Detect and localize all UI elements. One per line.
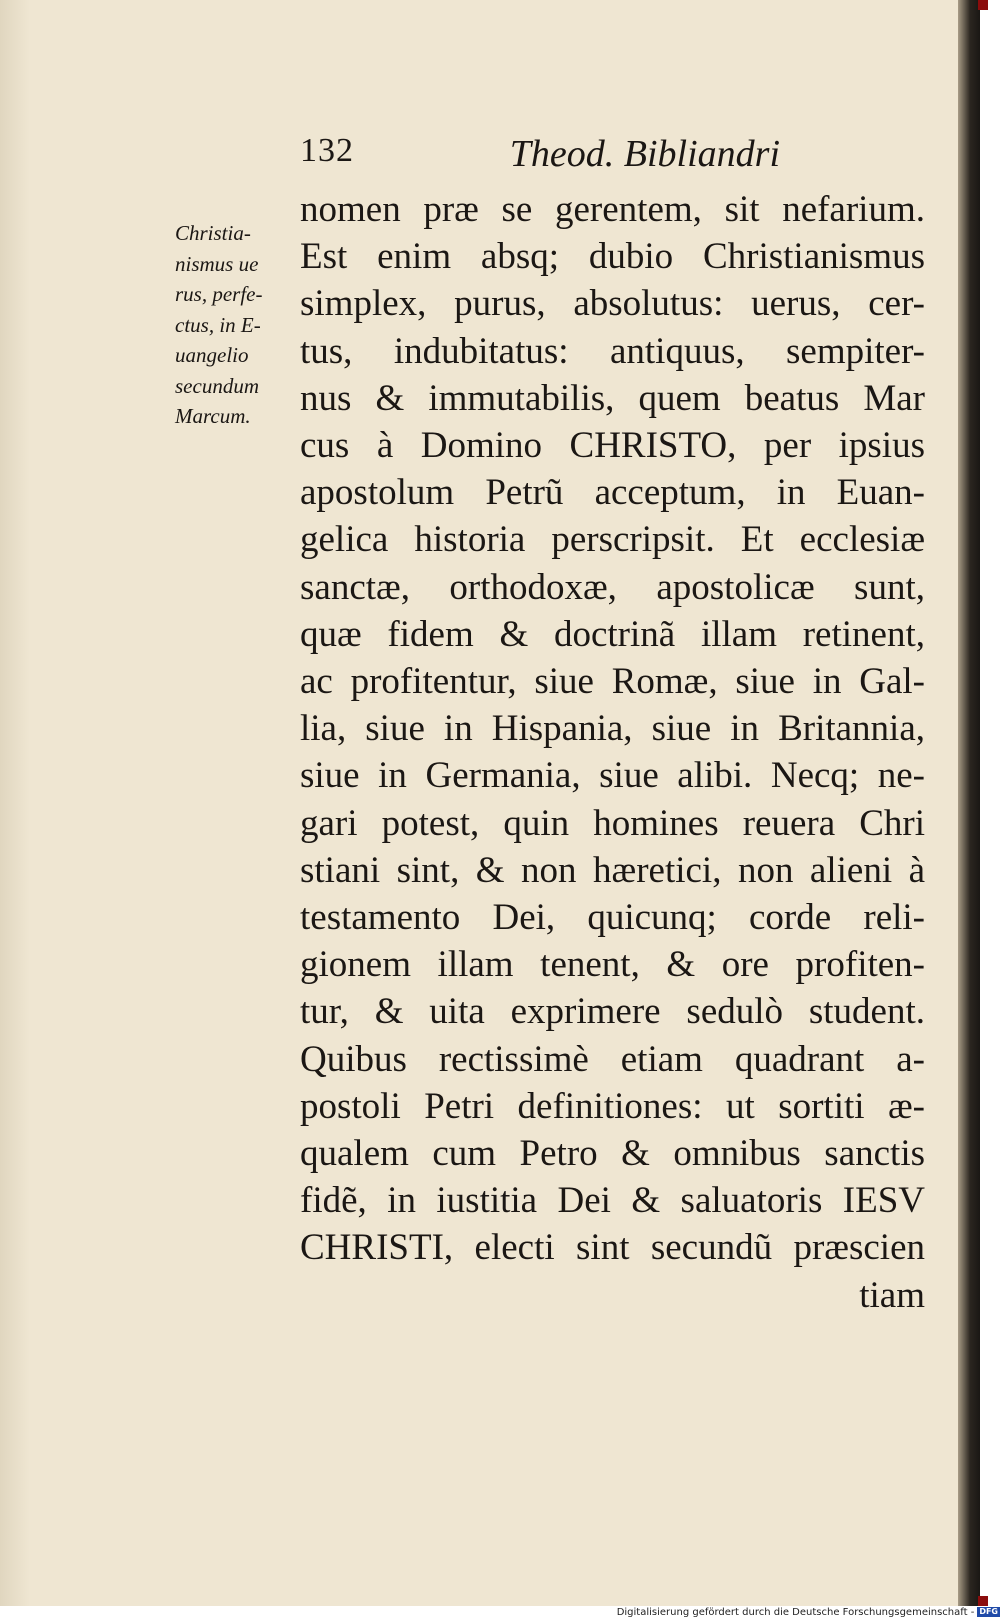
text-line: gari potest, quin homines reuera Chri (300, 802, 925, 844)
text-line: gionem illam tenent, & ore profiten- (300, 944, 925, 986)
gutter-shadow (0, 0, 30, 1606)
text-line: fidẽ, in iustitia Dei & saluatoris IESV (300, 1180, 925, 1222)
marginal-note-line: Christia- (175, 221, 251, 245)
catchword: tiam (859, 1274, 925, 1316)
text-line: quæ fidem & doctrinã illam retinent, (300, 613, 925, 655)
text-line: simplex, purus, absolutus: uerus, cer- (300, 283, 925, 325)
scan-marker (978, 0, 988, 10)
body-text (300, 186, 925, 1319)
text-line: apostolum Petrũ acceptum, in Euan- (300, 472, 925, 514)
page-header (300, 132, 780, 182)
text-line: tur, & uita exprimere sedulò student. (300, 991, 925, 1033)
text-line: qualem cum Petro & omnibus sanctis (300, 1133, 925, 1175)
text-line: nomen præ se gerentem, sit nefarium. (300, 189, 925, 230)
text-line: lia, siue in Hispania, siue in Britannia, (300, 708, 925, 750)
marginal-note-line: Marcum. (175, 404, 251, 428)
text-line: testamento Dei, quicunq; corde reli- (300, 897, 925, 939)
text-line: Quibus rectissimè etiam quadrant a- (300, 1038, 925, 1080)
marginal-note-line: rus, perfe- (175, 282, 263, 306)
text-line: siue in Germania, siue alibi. Necq; ne- (300, 755, 925, 797)
marginal-note-line: secundum (175, 373, 259, 398)
text-line: CHRISTI, electi sint secundũ præscien (300, 1227, 925, 1269)
scan-marker (978, 1596, 988, 1606)
scan-border (980, 0, 1000, 1606)
text-line: gelica historia perscripsit. Et ecclesiæ (300, 519, 925, 561)
text-line: cus à Domino CHRISTO, per ipsius (300, 425, 925, 467)
page-number: 132 (300, 132, 354, 169)
text-line: Est enim absq; dubio Christianismus (300, 236, 925, 278)
marginal-note-line: uangelio (175, 343, 249, 367)
text-line: tus, indubitatus: antiquus, sempiter- (300, 330, 925, 372)
book-edge (958, 0, 980, 1606)
marginal-note (175, 218, 295, 432)
text-line: stiani sint, & non hæretici, non alieni à (300, 849, 925, 891)
running-head: Theod. Bibliandri (509, 133, 780, 175)
credit-text: Digitalisierung gefördert durch die Deutsche Forschungsgemeinschaft - (616, 1607, 975, 1618)
text-line: nus & immutabilis, quem beatus Mar (300, 377, 925, 419)
text-line: postoli Petri definitiones: ut sortiti æ- (300, 1085, 925, 1127)
dfg-logo: DFG (979, 1607, 998, 1616)
marginal-note-line: nismus ue (175, 251, 259, 276)
marginal-note-line: ctus, in E- (175, 312, 261, 337)
digitization-credit (560, 1606, 1000, 1620)
text-line: sanctæ, orthodoxæ, apostolicæ sunt, (300, 566, 925, 608)
text-line: ac profitentur, siue Romæ, siue in Gal- (300, 661, 925, 703)
